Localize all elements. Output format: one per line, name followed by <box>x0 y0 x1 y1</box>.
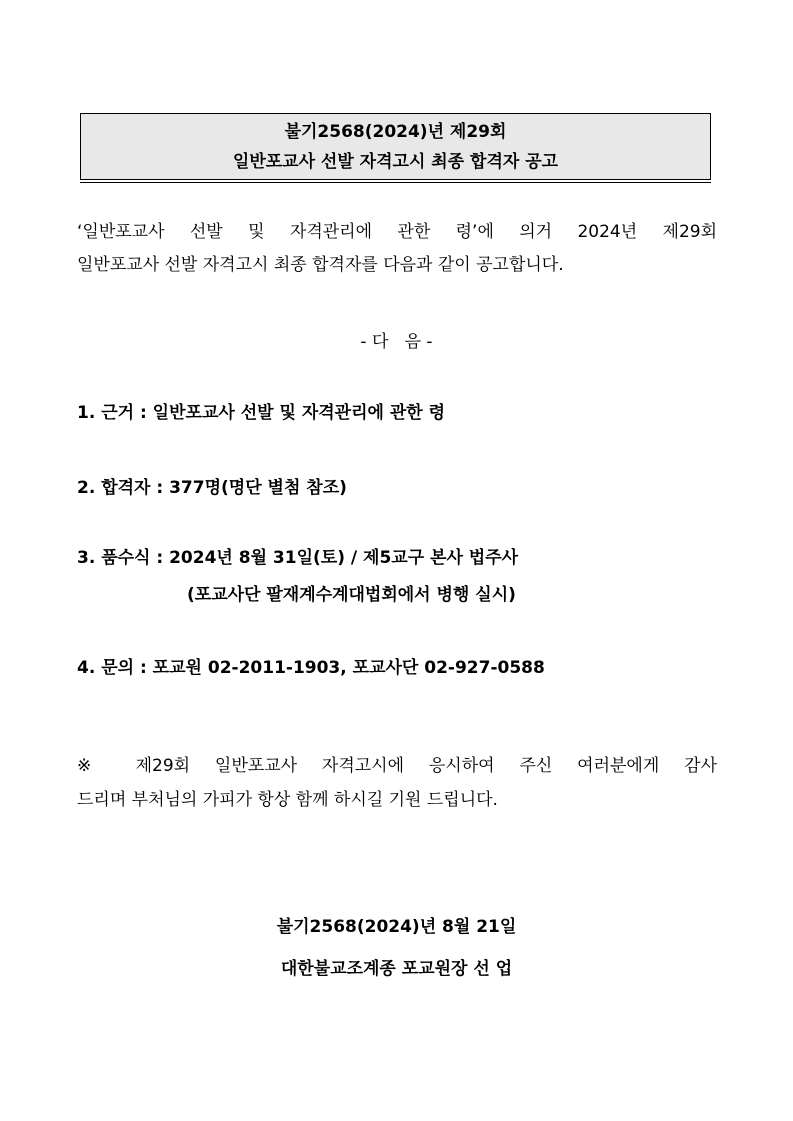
intro-line-2: 일반포교사 선발 자격고시 최종 합격자를 다음과 같이 공고합니다. <box>77 255 564 275</box>
footer-signature: 대한불교조계종 포교원장 선 업 <box>280 959 513 979</box>
note-line-1: ※ 제29회 일반포교사 자격고시에 응시하여 주신 여러분에게 감사 <box>77 756 717 776</box>
footer-date: 불기2568(2024)년 8월 21일 <box>276 917 517 937</box>
item-passers: 2. 합격자 : 377명(명단 별첨 참조) <box>77 478 347 498</box>
item-ceremony: 3. 품수식 : 2024년 8월 31일(토) / 제5교구 본사 법주사 <box>77 548 519 568</box>
item-basis: 1. 근거 : 일반포교사 선발 및 자격관리에 관한 령 <box>77 403 446 423</box>
item-ceremony-note: (포교사단 팔재계수계대법회에서 병행 실시) <box>187 585 516 605</box>
title-line-2: 일반포교사 선발 자격고시 최종 합격자 공고 <box>232 151 559 172</box>
note-line-2: 드리며 부처님의 가피가 항상 함께 하시길 기원 드립니다. <box>77 790 498 810</box>
title-line-1: 불기2568(2024)년 제29회 <box>284 121 507 142</box>
item-contact: 4. 문의 : 포교원 02-2011-1903, 포교사단 02-927-0588 <box>77 658 545 678</box>
intro-paragraph <box>77 216 717 282</box>
closing-note <box>77 749 717 817</box>
section-heading: - 다 음 - <box>360 332 433 352</box>
intro-line-1: ‘일반포교사 선발 및 자격관리에 관한 령’에 의거 2024년 제29회 <box>77 222 717 242</box>
title-box <box>80 113 711 180</box>
